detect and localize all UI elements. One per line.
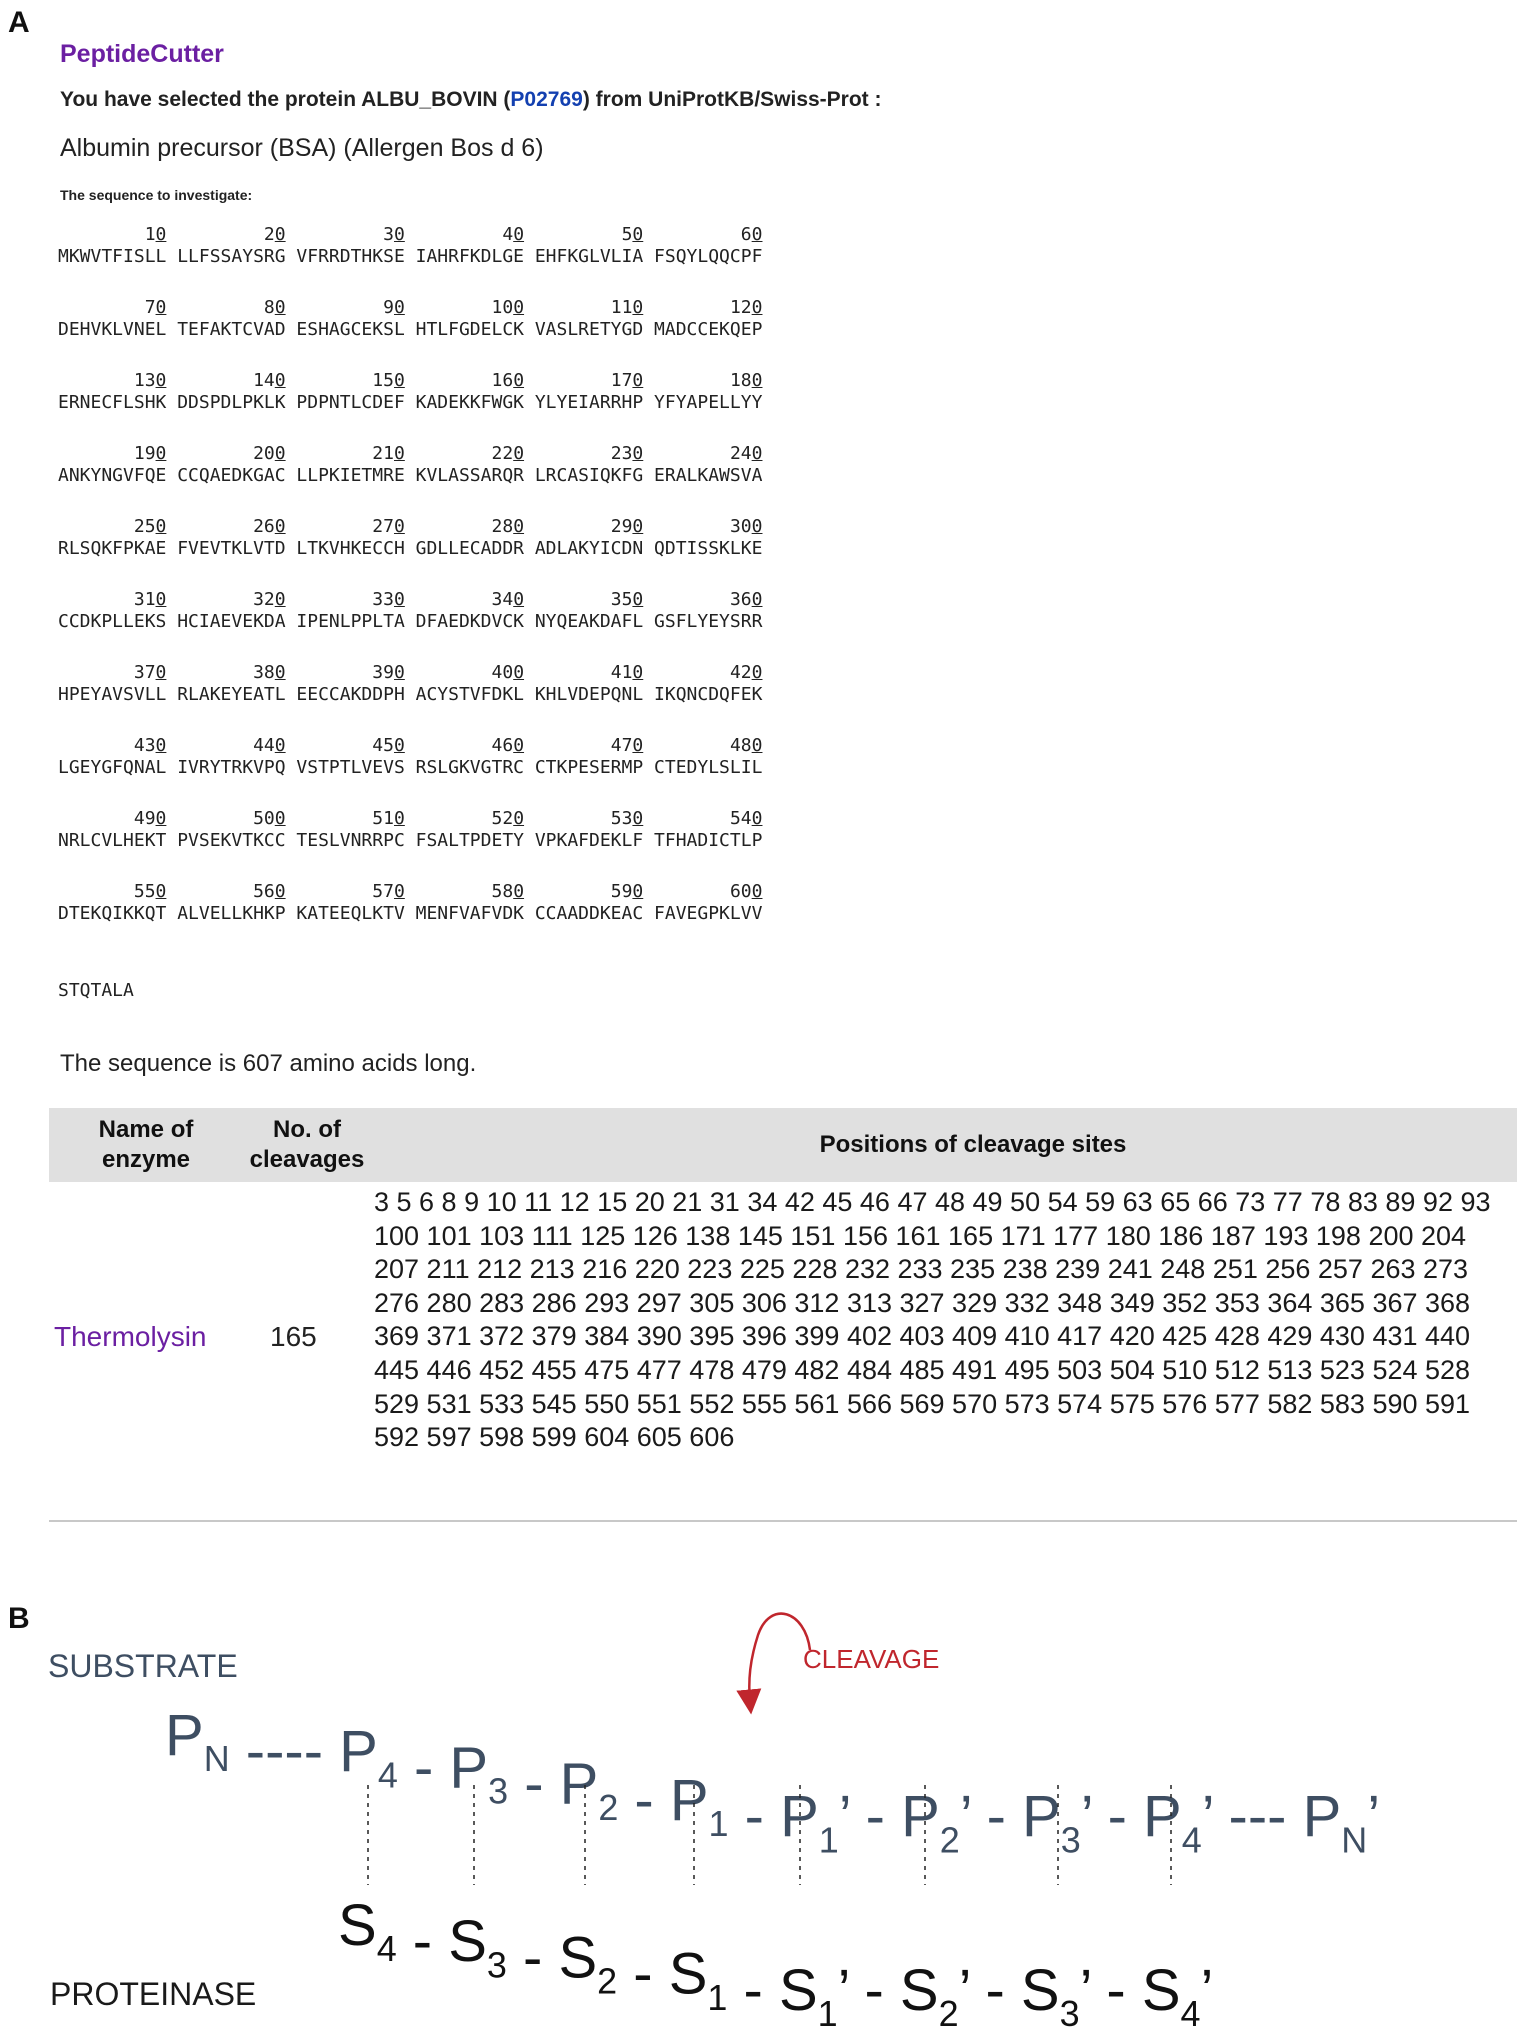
selection-prefix: You have selected the protein ALBU_BOVIN ( [60, 88, 511, 111]
sequence-block [58, 297, 762, 341]
site-P3: P [449, 1735, 489, 1801]
proteinase-label: PROTEINASE [50, 1976, 257, 2012]
site-PN-prime: P [1302, 1784, 1342, 1850]
cleavage-positions: 3 5 6 8 9 10 11 12 15 20 21 31 34 42 45 46 47 48 49 50 54 59 63 65 66 73 77 78 83 89 92 93 100 101 103 111 125 126 138 145 151 156 161 165 171 177 180 186 187 193 198 200 204 207 211 212 213 216 220 223 225 228 232 233 235 238 239 241 248 251 256 257 263 273 276 280 283 286 293 297 305 306 312 313 327 329 332 348 349 352 353 364 365 367 368 369 371 372 379 384 390 395 396 399 402 403 409 410 417 420 425 428 429 430 431 440 445 446 452 455 475 477 478 479 482 484 485 491 495 503 504 510 512 513 523 524 528 529 531 533 545 550 551 552 555 561 566 569 570 573 574 575 576 577 582 583 590 591 592 597 598 599 604 605 606 [374, 1187, 1491, 1453]
site-P3-prime: P [1022, 1784, 1061, 1850]
site-subscript: 3 [1059, 1993, 1080, 2030]
cleavage-label: CLEAVAGE [803, 1644, 940, 1674]
table-header-row [49, 1108, 1517, 1182]
proteinase-row [338, 1893, 1213, 2030]
site-subscript: 1 [707, 1976, 728, 2018]
site-S3-prime: S [1020, 1957, 1060, 2023]
panel-label-b: B [8, 1602, 30, 1635]
site-S1-prime: S [778, 1957, 818, 2023]
site-separator: - [396, 1909, 449, 1975]
sequence-residues: LGEYGFQNAL IVRYTRKVPQ VSTPTLVEVS RSLGKVGTRC CTKPESERMP CTEDYLSLIL [58, 757, 763, 778]
site-separator: - [508, 1751, 560, 1817]
site-subscript: 1 [818, 1819, 839, 1861]
sequence-block [58, 589, 762, 633]
cleavage-arrow [749, 1614, 810, 1702]
sequence-residues: CCDKPLLEKS HCIAEVEKDA IPENLPPLTA DFAEDKDVCK NYQEAKDAFL GSFLYEYSRR [58, 611, 763, 632]
site-P4-prime: P [1143, 1784, 1182, 1850]
site-prime: ’ [1367, 1784, 1381, 1850]
site-S4-prime: S [1141, 1957, 1181, 2023]
site-PN: P [165, 1703, 204, 1768]
sequence-block [58, 735, 762, 779]
site-subscript: 4 [1181, 1819, 1202, 1861]
site-S4: S [338, 1893, 377, 1958]
site-prime: ’ [1080, 1784, 1092, 1850]
s-row-text [338, 1893, 1213, 2030]
site-subscript: 4 [377, 1754, 398, 1796]
schechter-berger-diagram [0, 1590, 1535, 2030]
selection-suffix: ) from UniProtKB/Swiss-Prot : [582, 88, 882, 111]
site-separator: - [617, 1941, 669, 2007]
site-separator: - [728, 1784, 781, 1850]
sequence-residues: ANKYNGVFQE CCQAEDKGAC LLPKIETMRE KVLASSARQR LRCASIQKFG ERALKAWSVA [58, 465, 763, 486]
site-subscript: 3 [486, 1944, 507, 1986]
site-S2: S [558, 1925, 598, 1991]
sequence-block [58, 443, 762, 487]
site-P1-prime: P [780, 1784, 819, 1850]
sequence-position-numbers: 490 500 510 520 530 540 [58, 808, 763, 829]
protein-name: Albumin precursor (BSA) (Allergen Bos d 6) [60, 134, 544, 162]
sequence-tail: STQTALA [58, 980, 134, 1001]
site-subscript: 1 [817, 1993, 838, 2030]
site-prime: ’ [1079, 1957, 1091, 2023]
sequence-position-numbers: 130 140 150 160 170 180 [58, 370, 763, 391]
sequence-residues: HPEYAVSVLL RLAKEYEATL EECCAKDDPH ACYSTVFDKL KHLVDEPQNL IKQNCDQFEK [58, 684, 763, 705]
sequence-position-numbers: 370 380 390 400 410 420 [58, 662, 763, 683]
sequence-residues: DEHVKLVNEL TEFAKTCVAD ESHAGCEKSL HTLFGDELCK VASLRETYGD MADCCEKQEP [58, 319, 763, 340]
sequence-block [58, 224, 762, 268]
site-prime: ’ [838, 1784, 850, 1850]
sequence-block [58, 516, 762, 560]
panel-label-a: A [8, 6, 30, 39]
site-separator: - [506, 1925, 559, 1991]
page-title[interactable]: PeptideCutter [60, 40, 224, 68]
site-separator: - [849, 1784, 902, 1850]
table-divider [49, 1520, 1517, 1522]
site-subscript: 3 [488, 1770, 509, 1812]
site-prime: ’ [1200, 1957, 1214, 2023]
selection-line [60, 88, 882, 112]
sequence-block [58, 881, 762, 925]
sequence-residues: ERNECFLSHK DDSPDLPKLK PDPNTLCDEF KADEKKFWGK YLYEIARRHP YFYAPELLYY [58, 392, 763, 413]
site-subscript: 4 [1180, 1993, 1201, 2030]
sequence-residues: NRLCVLHEKT PVSEKVTKCC TESLVNRRPC FSALTPDETY VPKAFDEKLF TFHADICTLP [58, 830, 763, 851]
site-subscript: 2 [939, 1819, 960, 1861]
site-P1: P [669, 1767, 709, 1833]
site-subscript: 2 [597, 1960, 618, 2002]
site-subscript: 3 [1060, 1819, 1081, 1861]
site-prime: ’ [959, 1784, 971, 1850]
site-subscript: N [203, 1738, 230, 1780]
site-separator: - [1090, 1957, 1142, 2023]
site-P2-prime: P [901, 1784, 940, 1850]
sequence-heading: The sequence to investigate: [60, 187, 253, 203]
sequence-residues: DTEKQIKKQT ALVELLKHKP KATEEQLKTV MENFVAFVDK CCAADDKEAC FAVEGPKLVV [58, 903, 763, 924]
site-P4: P [339, 1719, 378, 1785]
accession-link[interactable]: P02769 [510, 88, 583, 111]
site-subscript: 2 [938, 1993, 959, 2030]
site-prime: ’ [837, 1957, 849, 2023]
site-separator: - [618, 1767, 670, 1833]
sequence-block [58, 808, 762, 852]
sequence-position-numbers: 430 440 450 460 470 480 [58, 735, 763, 756]
site-subscript: 4 [376, 1928, 397, 1970]
sequence-block [58, 370, 762, 414]
site-separator: - [727, 1957, 779, 2023]
header-cleavages: No. of cleavages [249, 1116, 365, 1173]
sequence-position-numbers: 550 560 570 580 590 600 [58, 881, 763, 902]
site-subscript: N [1341, 1819, 1368, 1861]
substrate-row [165, 1703, 1380, 1860]
site-separator: - [397, 1735, 450, 1801]
site-prime: ’ [1201, 1784, 1213, 1850]
site-P2: P [559, 1751, 599, 1817]
cleavage-count: 165 [270, 1321, 317, 1352]
sequence-position-numbers: 190 200 210 220 230 240 [58, 443, 763, 464]
sequence-residues: RLSQKFPKAE FVEVTKLVTD LTKVHKECCH GDLLECADDR ADLAKYICDN QDTISSKLKE [58, 538, 763, 559]
sequence-length: The sequence is 607 amino acids long. [60, 1050, 477, 1077]
site-separator: --- [1212, 1784, 1303, 1850]
site-separator: - [848, 1957, 900, 2023]
sequence-position-numbers: 250 260 270 280 290 300 [58, 516, 763, 537]
site-separator: - [970, 1784, 1023, 1850]
sequence-position-numbers: 10 20 30 40 50 60 [58, 224, 763, 245]
site-separator: - [1091, 1784, 1143, 1850]
p-row-text [165, 1703, 1380, 1860]
sequence-position-numbers: 310 320 330 340 350 360 [58, 589, 763, 610]
site-subscript: 1 [708, 1803, 729, 1845]
sequence-block [58, 662, 762, 706]
header-positions: Positions of cleavage sites [819, 1131, 1127, 1158]
substrate-label: SUBSTRATE [48, 1648, 238, 1684]
sequence-residues: MKWVTFISLL LLFSSAYSRG VFRRDTHKSE IAHRFKDLGE EHFKGLVLIA FSQYLQQCPF [58, 246, 763, 267]
site-S3: S [448, 1909, 487, 1975]
site-subscript: 2 [598, 1786, 619, 1828]
enzyme-link[interactable]: Thermolysin [54, 1321, 207, 1352]
site-S1: S [668, 1941, 708, 2007]
header-enzyme: Name of enzyme [98, 1116, 194, 1173]
site-S2-prime: S [899, 1957, 939, 2023]
site-prime: ’ [958, 1957, 970, 2023]
sequence-position-numbers: 70 80 90 100 110 120 [58, 297, 763, 318]
site-separator: - [969, 1957, 1021, 2023]
site-separator: ---- [229, 1719, 340, 1785]
